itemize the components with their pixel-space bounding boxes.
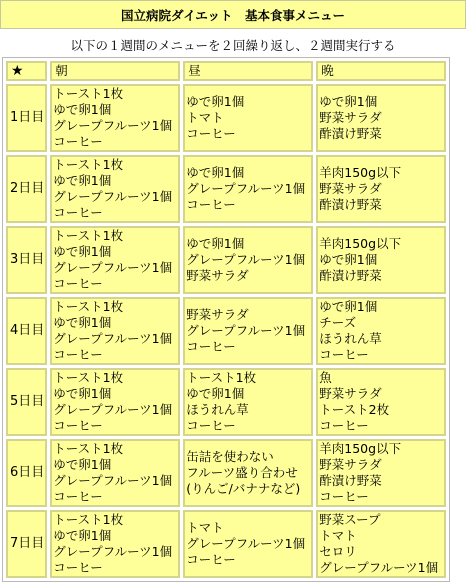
menu-item: 野菜サラダ [319,181,382,196]
menu-item: グレープフルーツ1個 [53,402,173,417]
day-row [6,368,446,436]
menu-item: 野菜スープ [319,512,381,527]
menu-item: 魚 [319,370,332,385]
menu-item: トースト1枚 [53,157,124,172]
menu-item: ゆで卵1個 [53,173,112,188]
menu-item: 野菜サラダ [186,307,249,322]
menu-item: コーヒー [319,418,369,433]
menu-item: チーズ [319,315,357,330]
menu-item: トースト1枚 [53,299,124,314]
menu-item: ゆで卵1個 [186,236,245,251]
menu-item: グレープフルーツ1個 [53,260,173,275]
menu-item: ゆで卵1個 [319,94,378,109]
menu-item: トースト1枚 [186,370,257,385]
breakfast-cell [50,155,180,223]
menu-item: 羊肉150g以下 [319,236,402,251]
day-label: 5日目 [6,368,47,436]
day-row [6,84,446,152]
menu-item: トマト [186,520,224,535]
day-row [6,439,446,507]
menu-item: ゆで卵1個 [186,94,245,109]
menu-item: ゆで卵1個 [319,252,378,267]
menu-item: 缶詰を使わない [186,449,274,464]
menu-item: トースト1枚 [53,512,124,527]
menu-item: グレープフルーツ1個 [53,544,173,559]
menu-item: コーヒー [53,489,103,504]
day-label: 6日目 [6,439,47,507]
menu-item: ゆで卵1個 [53,102,112,117]
menu-item: グレープフルーツ1個 [319,560,439,575]
menu-item: コーヒー [53,276,103,291]
menu-item: コーヒー [186,126,236,141]
menu-item: トースト1枚 [53,228,124,243]
day-label: 3日目 [6,226,47,294]
menu-item: セロリ [319,544,357,559]
menu-item: コーヒー [186,339,236,354]
dinner-cell [316,226,446,294]
day-row [6,510,446,578]
menu-item: 酢漬け野菜 [319,268,382,283]
menu-item: ゆで卵1個 [186,386,245,401]
meal-menu-body [6,61,446,578]
menu-item: コーヒー [53,205,103,220]
lunch-cell [183,368,313,436]
menu-item: コーヒー [53,418,103,433]
menu-item: 野菜サラダ [319,110,382,125]
menu-item: グレープフルーツ1個 [186,181,306,196]
column-header-breakfast: 朝 [50,61,180,81]
lunch-cell [183,155,313,223]
dinner-cell [316,368,446,436]
menu-item: コーヒー [319,489,369,504]
menu-item: 野菜サラダ [319,457,382,472]
menu-item: トマト [319,528,357,543]
menu-item: グレープフルーツ1個 [53,118,173,133]
column-header-dinner: 晩 [316,61,446,81]
page-title-bar [0,0,466,29]
menu-item: トースト2枚 [319,402,390,417]
lunch-cell [183,510,313,578]
menu-item: ゆで卵1個 [53,528,112,543]
day-label: 1日目 [6,84,47,152]
breakfast-cell [50,84,180,152]
menu-item: コーヒー [53,134,103,149]
menu-item: ゆで卵1個 [53,457,112,472]
menu-item: トースト1枚 [53,441,124,456]
breakfast-cell [50,439,180,507]
menu-item: 酢漬け野菜 [319,197,382,212]
page-title: 国立病院ダイエット 基本食事メニュー [120,7,345,23]
dinner-cell [316,510,446,578]
day-row [6,155,446,223]
menu-item: 酢漬け野菜 [319,126,382,141]
day-row [6,226,446,294]
menu-item: グレープフルーツ1個 [186,536,306,551]
breakfast-cell [50,368,180,436]
breakfast-cell [50,510,180,578]
menu-item: 酢漬け野菜 [319,473,382,488]
menu-item: フルーツ盛り合わせ [186,465,298,480]
menu-item: コーヒー [53,347,103,362]
table-header-row [6,61,446,81]
day-label: 2日目 [6,155,47,223]
menu-item: グレープフルーツ1個 [53,331,173,346]
day-label: 4日目 [6,297,47,365]
dinner-cell [316,439,446,507]
lunch-cell [183,297,313,365]
menu-item: トースト1枚 [53,370,124,385]
lunch-cell [183,439,313,507]
menu-item: コーヒー [186,552,236,567]
menu-item: ゆで卵1個 [186,165,245,180]
menu-item: ゆで卵1個 [53,386,112,401]
breakfast-cell [50,226,180,294]
lunch-cell [183,226,313,294]
menu-item: グレープフルーツ1個 [53,473,173,488]
dinner-cell [316,155,446,223]
day-row [6,297,446,365]
menu-item: コーヒー [53,560,103,575]
lunch-cell [183,84,313,152]
menu-item: グレープフルーツ1個 [186,252,306,267]
menu-item: グレープフルーツ1個 [53,189,173,204]
menu-item: コーヒー [319,347,369,362]
menu-item: コーヒー [186,418,236,433]
meal-menu-table [2,57,450,582]
menu-item: 羊肉150g以下 [319,165,402,180]
day-label: 7日目 [6,510,47,578]
menu-item: ゆで卵1個 [53,315,112,330]
dinner-cell [316,84,446,152]
menu-item: ゆで卵1個 [53,244,112,259]
menu-item: コーヒー [186,197,236,212]
column-header-lunch: 昼 [183,61,313,81]
menu-item: ゆで卵1個 [319,299,378,314]
menu-item: ほうれん草 [319,331,382,346]
menu-item: 野菜サラダ [186,268,249,283]
breakfast-cell [50,297,180,365]
page-subtitle: 以下の１週間のメニューを２回繰り返し、２週間実行する [70,38,396,53]
corner-star-icon: ★ [6,61,47,81]
menu-item: 野菜サラダ [319,386,382,401]
dinner-cell [316,297,446,365]
menu-item: 羊肉150g以下 [319,441,402,456]
menu-item: トースト1枚 [53,86,124,101]
menu-item: (りんご/バナナなど) [186,481,301,496]
menu-item: ほうれん草 [186,402,249,417]
menu-item: グレープフルーツ1個 [186,323,306,338]
menu-item: トマト [186,110,224,125]
